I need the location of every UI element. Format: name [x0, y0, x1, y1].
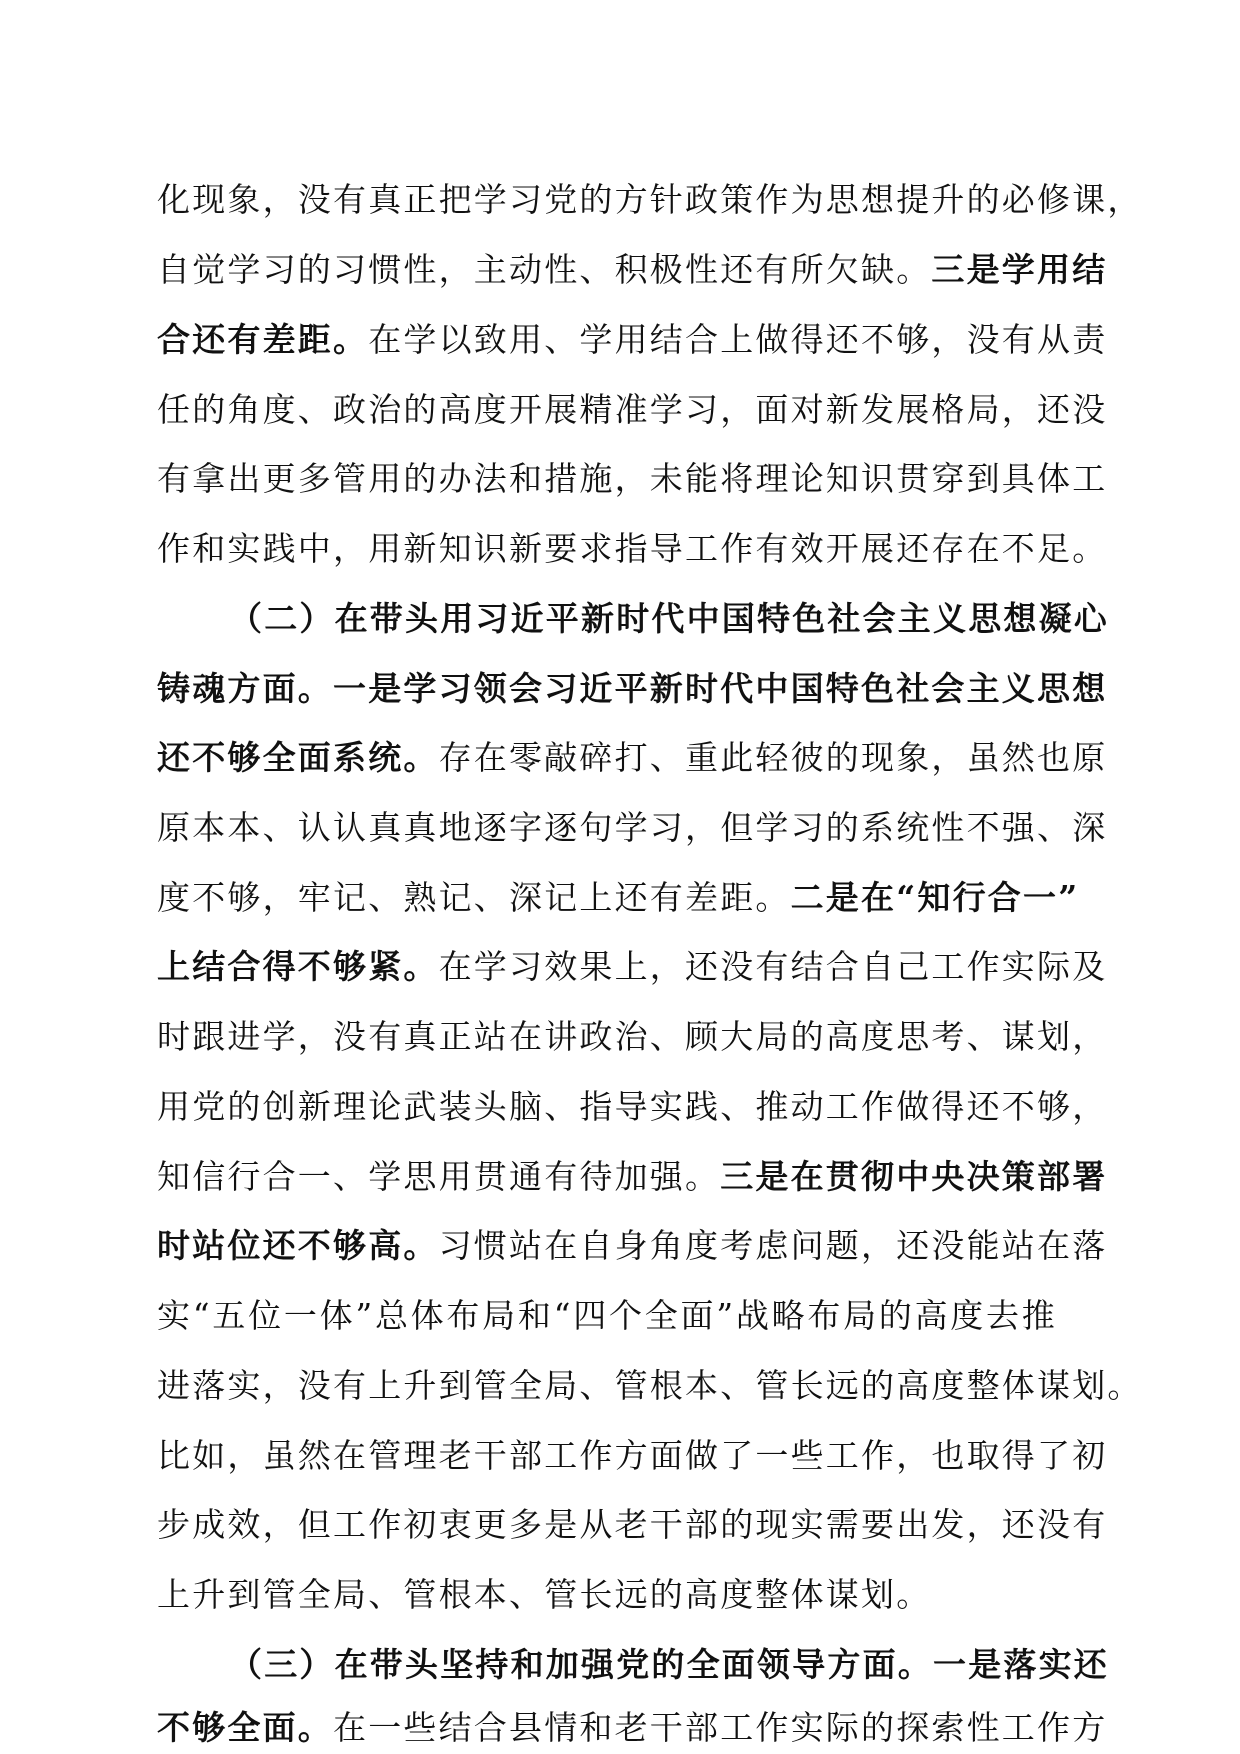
text-run: 度不够，牢记、熟记、深记上还有差距。 — [157, 878, 791, 917]
text-line-13 — [157, 1015, 1108, 1059]
text-run: 存在零敲碎打、重此轻彼的现象，虽然也原 — [438, 738, 1108, 777]
text-run: 在学以致用、学用结合上做得还不够，没有从责 — [368, 320, 1108, 359]
section-heading-2-line-2 — [157, 667, 1108, 711]
text-run: 比如，虽然在管理老干部工作方面做了一些工作，也取得了初 — [157, 1436, 1108, 1475]
text-line-9 — [157, 736, 1108, 780]
text-run: 实“五位一体”总体布局和“四个全面”战略布局的高度去推 — [157, 1296, 1057, 1335]
text-line-10 — [157, 806, 1108, 850]
text-line-12 — [157, 945, 1108, 989]
text-line-11 — [157, 876, 1080, 920]
bold-heading-run: 合还有差距。 — [157, 320, 369, 359]
text-run: 进落实，没有上升到管全局、管根本、管长远的高度整体谋划。 — [157, 1366, 1143, 1405]
text-line-14 — [157, 1085, 1108, 1129]
bold-heading-run: 不够全面。 — [157, 1708, 333, 1747]
text-line-17 — [157, 1294, 1057, 1338]
text-line-21 — [157, 1573, 1057, 1617]
text-run: 化现象，没有真正把学习党的方针政策作为思想提升的必修课， — [157, 180, 1143, 219]
bold-heading-run: 二是在“知行合一” — [790, 878, 1080, 917]
bold-heading-run: 铸魂方面。一是学习领会习近平新时代中国特色社会主义思想 — [157, 669, 1108, 708]
text-line-19 — [157, 1434, 1108, 1478]
text-line-23 — [157, 1706, 1108, 1750]
bold-heading-run: 三是在贯彻中央决策部署 — [720, 1157, 1108, 1196]
text-run: 在学习效果上，还没有结合自己工作实际及 — [438, 947, 1108, 986]
text-run: 步成效，但工作初衷更多是从老干部的现实需要出发，还没有 — [157, 1505, 1108, 1544]
bold-heading-run: （三）在带头坚持和加强党的全面领导方面。一是落实还 — [229, 1645, 1109, 1684]
text-run: 知信行合一、学思用贯通有待加强。 — [157, 1157, 721, 1196]
text-line-18 — [157, 1364, 1143, 1408]
text-run: 上升到管全局、管根本、管长远的高度整体谋划。 — [157, 1575, 932, 1614]
text-line-3 — [157, 318, 1108, 362]
text-line-4 — [157, 388, 1108, 432]
section-heading-2-line-1 — [229, 597, 1109, 641]
text-run: 自觉学习的习惯性，主动性、积极性还有所欠缺。 — [157, 250, 932, 289]
text-line-15 — [157, 1155, 1108, 1199]
text-run: 时跟进学，没有真正站在讲政治、顾大局的高度思考、谋划， — [157, 1017, 1108, 1056]
section-heading-3-line-1 — [229, 1643, 1109, 1687]
text-line-2 — [157, 248, 1108, 292]
text-line-1 — [157, 178, 1143, 222]
bold-heading-run: （二）在带头用习近平新时代中国特色社会主义思想凝心 — [229, 599, 1109, 638]
text-run: 有拿出更多管用的办法和措施，未能将理论知识贯穿到具体工 — [157, 459, 1108, 498]
text-line-5 — [157, 457, 1108, 501]
text-line-6 — [157, 527, 1108, 571]
text-line-16 — [157, 1224, 1108, 1268]
text-line-20 — [157, 1503, 1108, 1547]
bold-heading-run: 时站位还不够高。 — [157, 1226, 439, 1265]
text-run: 原本本、认认真真地逐字逐句学习，但学习的系统性不强、深 — [157, 808, 1108, 847]
text-run: 在一些结合县情和老干部工作实际的探索性工作方 — [333, 1708, 1108, 1747]
text-run: 任的角度、政治的高度开展精准学习，面对新发展格局，还没 — [157, 390, 1108, 429]
bold-heading-run: 还不够全面系统。 — [157, 738, 439, 777]
bold-heading-run: 上结合得不够紧。 — [157, 947, 439, 986]
text-run: 用党的创新理论武装头脑、指导实践、推动工作做得还不够， — [157, 1087, 1108, 1126]
text-run: 习惯站在自身角度考虑问题，还没能站在落 — [438, 1226, 1108, 1265]
bold-heading-run: 三是学用结 — [931, 250, 1108, 289]
text-run: 作和实践中，用新知识新要求指导工作有效开展还存在不足。 — [157, 529, 1108, 568]
